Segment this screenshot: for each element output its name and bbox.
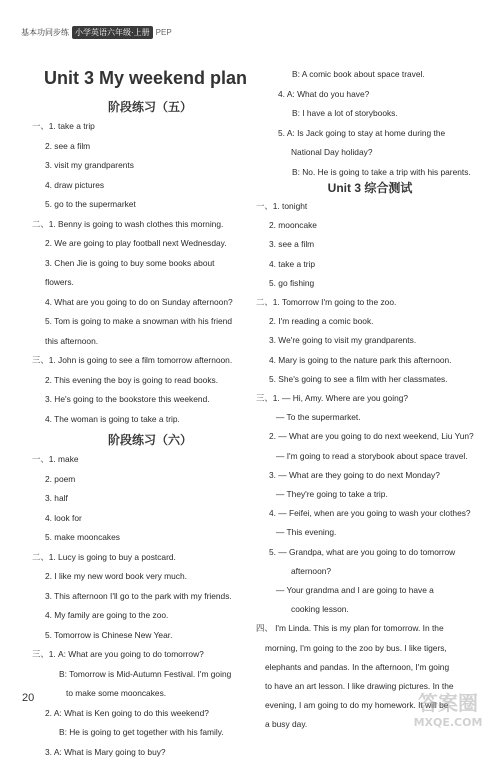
answer-line: B: I have a lot of storybooks.: [292, 108, 398, 118]
answer-line: to have an art lesson. I like drawing pictures. In the: [265, 681, 454, 691]
answer-line: — Your grandma and I are going to have a: [276, 585, 434, 595]
unit-title: Unit 3 My weekend plan: [44, 68, 248, 88]
answer-line: 4. draw pictures: [45, 179, 105, 190]
answer-line: 4. My family are going to the zoo.: [45, 610, 169, 620]
answer-line: — To the supermarket.: [276, 412, 361, 423]
answer-line: 三、1. A: What are you going to do tomorrow?: [32, 649, 204, 659]
answer-line: flowers.: [45, 277, 74, 287]
answer-line: 4. look for: [45, 512, 82, 523]
section-title-practice-6: 阶段练习（六）: [107, 433, 192, 447]
answer-line: 3. see a film: [269, 239, 315, 250]
answer-line: 4. A: What do you have?: [278, 88, 370, 99]
answer-line: 二、1. Tomorrow I'm going to the zoo.: [256, 297, 397, 307]
answer-line: 一、1. make: [32, 454, 79, 464]
answer-line: 3. — What are they going to do next Monday?: [269, 469, 440, 480]
answer-line: 5. Tom is going to make a snowman with his friend: [45, 316, 232, 326]
answer-line: 4. What are you going to do on Sunday afternoon?: [45, 296, 233, 307]
answer-line: 二、1. Benny is going to wash clothes this morning.: [32, 218, 224, 229]
answer-line: B: Tomorrow is Mid-Autumn Festival. I'm going: [59, 668, 232, 679]
section-title-practice-5: 阶段练习（五）: [107, 100, 192, 114]
answer-line: — They're going to take a trip.: [276, 489, 388, 499]
answer-line: — This evening.: [276, 527, 337, 538]
answer-line: 5. She's going to see a film with her classmates.: [269, 373, 448, 384]
svg-text:答案圈: 答案圈: [418, 691, 478, 715]
answer-line: 一、1. tonight: [256, 201, 308, 211]
section-title-unit3-test: Unit 3 综合测试: [327, 181, 413, 195]
answer-line: B: No. He is going to take a trip with his parents.: [292, 166, 471, 177]
answer-line: 4. — Feifei, when are you going to wash your clothes?: [269, 508, 471, 519]
page-number: 20: [22, 692, 35, 704]
series-name: 基本功同步练: [21, 27, 69, 37]
answer-line: 5. go to the supermarket: [45, 199, 136, 209]
answer-line: 5. go fishing: [269, 277, 315, 288]
answer-line: a busy day.: [265, 719, 308, 730]
answer-line: to make some mooncakes.: [66, 688, 167, 698]
answer-line: 3. We're going to visit my grandparents.: [269, 335, 417, 346]
answer-line: 3. He's going to the bookstore this weekend.: [45, 394, 210, 404]
answer-line: elephants and pandas. In the afternoon, I'm going: [265, 661, 450, 672]
answer-line: 2. poem: [45, 473, 76, 484]
answer-line: 5. — Grandpa, what are you going to do tomorrow: [269, 546, 456, 557]
answer-line: afternoon?: [291, 565, 332, 576]
answer-line: — I'm going to read a storybook about space travel.: [276, 450, 468, 461]
answer-line: 2. mooncake: [269, 220, 317, 231]
answer-line: 3. A: What is Mary going to buy?: [45, 746, 166, 757]
answer-line: 3. half: [45, 493, 68, 503]
running-header: [21, 26, 172, 38]
answer-line: 3. This afternoon I'll go to the park with my friends.: [45, 590, 232, 601]
answer-line: 2. I'm reading a comic book.: [269, 316, 374, 327]
answer-line: 3. Chen Jie is going to buy some books about: [45, 257, 215, 268]
edition-label: PEP: [155, 27, 172, 37]
watermark-logo: [402, 688, 494, 732]
answer-line: 三、1. John is going to see a film tomorrow afternoon.: [32, 355, 233, 365]
answer-line: 3. visit my grandparents: [45, 160, 134, 170]
answer-line: National Day holiday?: [291, 147, 373, 157]
answer-line: 2. This evening the boy is going to read books.: [45, 374, 219, 385]
answer-line: 5. A: Is Jack going to stay at home during the: [278, 127, 446, 138]
answer-line: morning, I'm going to the zoo by bus. I like tigers,: [265, 642, 447, 653]
answer-line: 三、1. — Hi, Amy. Where are you going?: [256, 393, 409, 403]
answer-line: B: A comic book about space travel.: [292, 69, 425, 79]
answer-line: cooking lesson.: [291, 604, 349, 615]
book-badge: 小学英语六年级·上册: [72, 26, 153, 39]
answer-line: 5. Tomorrow is Chinese New Year.: [45, 629, 173, 640]
answer-line: 2. see a film: [45, 140, 91, 151]
answer-line: 2. I like my new word book very much.: [45, 571, 187, 581]
answer-line: B: He is going to get together with his family.: [59, 727, 224, 737]
answer-line: 4. Mary is going to the nature park this afternoon.: [269, 354, 452, 365]
answer-line: 2. A: What is Ken going to do this weekend?: [45, 707, 209, 718]
answer-line: this afternoon.: [45, 335, 99, 346]
answer-line: 4. take a trip: [269, 258, 316, 269]
answer-line: 5. make mooncakes: [45, 532, 120, 542]
answer-line: 4. The woman is going to take a trip.: [45, 413, 180, 424]
answer-line: 2. — What are you going to do next weekend, Liu Yun?: [269, 431, 474, 442]
answer-line: evening, I am going to do my homework. It will be: [265, 700, 449, 711]
answer-line: 2. We are going to play football next Wednesday.: [45, 238, 227, 248]
svg-text:MXQE.COM: MXQE.COM: [413, 716, 483, 729]
answer-line: 四、 I'm Linda. This is my plan for tomorrow. In the: [256, 623, 444, 634]
answer-line: 一、1. take a trip: [32, 121, 95, 131]
answer-line: 二、1. Lucy is going to buy a postcard.: [32, 551, 176, 562]
